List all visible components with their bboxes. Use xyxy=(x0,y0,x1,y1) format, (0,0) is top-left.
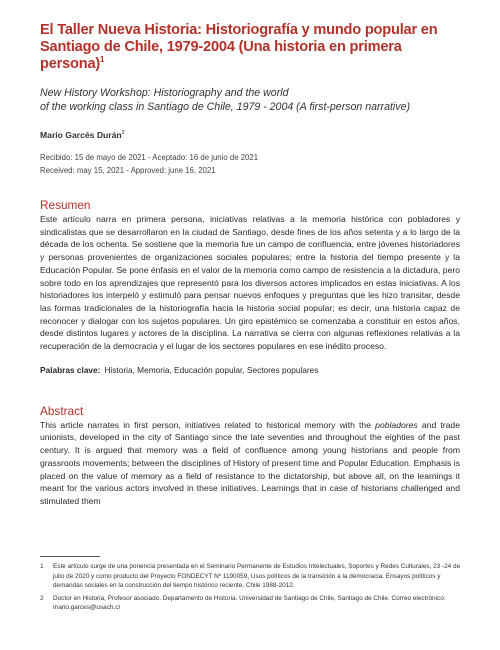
keywords-label: Palabras clave: xyxy=(40,364,101,375)
abstract-text-part-1: This article narrates in first person, initiatives related to historical memory with the xyxy=(40,419,376,430)
abstract-text xyxy=(40,419,460,508)
resumen-heading: Resumen xyxy=(40,198,91,212)
article-page xyxy=(40,22,460,508)
footnote-number: 2 xyxy=(40,594,44,602)
submission-dates xyxy=(40,152,460,177)
title-footnote-marker[interactable]: 1 xyxy=(100,55,105,65)
keywords-list: Historia, Memoria, Educación popular, Sectores populares xyxy=(104,364,319,375)
title-text: El Taller Nueva Historia: Historiografía y mundo popular en Santiago de Chile, 1979-2004 (Una historia en primera persona) xyxy=(40,22,438,72)
author-name xyxy=(40,130,460,140)
footnote-divider xyxy=(40,556,100,557)
author-text: Mario Garcés Durán xyxy=(40,130,122,140)
resumen-text: Este artículo narra en primera persona, iniciativas relativas a la memoria histórica con pobladores y sindicalistas que se desarrollaron en la ciudad de Santiago, desde fines de los años setenta y a lo largo de la década de los ochenta. Se sostiene que la memoria fue un campo de confluencia, entre jóvenes historiadores y personas provenientes de organizaciones sociales populares; entre la historia del tiempo presente y la Educación Popular. Se pone énfasis en el valor de la memoria como campo de resistencia a la dictadura, pero sobre todo en los aprendizajes que representó para los diversos actores implicados en estas iniciativas. A los historiadores los interpeló y estimuló para pensar nuevos enfoques y preguntas que les hizo transitar, desde las formas tradicionales de la historiografía hacia la historia social popular; es decir, una historia capaz de reconocer y dialogar con los sujetos populares. Un giro epistémico se comenzaba a constituir en estos años, desde distintos lugares y actores de la disciplina. La narrativa se cierra con algunas reflexiones relativas a la recuperación de la democracia y el lugar de los sectores populares en ese inédito proceso. xyxy=(40,214,460,352)
english-subtitle xyxy=(40,87,460,114)
footnote-item xyxy=(40,594,465,613)
dates-spanish: Recibido: 15 de mayo de 2021 - Aceptado: 16 de junio de 2021 xyxy=(40,153,259,162)
abstract-italic-term: pobladores xyxy=(375,419,418,430)
abstract-text-part-2: and trade unionists, developed in the city of Santiago since the late seventies and throughout the eighties of the past century. It is argued that memory was a field of confluence among young historians and people from grassroots movements; between the disciplines of History of present time and Popular Education. Emphasis is placed on the value of memory as a field of resistance to the dictatorship, but above all, on the learnings it meant for the various actors involved in these initiatives. Learnings that in case of historians challenged and stimulated them xyxy=(40,419,460,506)
footnote-number: 1 xyxy=(40,563,44,570)
footnote-text: Este artículo surge de una ponencia presentada en el Seminario Permanente de Estudios Intelectuales, Soportes y Redes Culturales, 23 -24 de julio de 2020 y como producto del Proyecto FONDECYT Nº 1190059, Usos políticos de la transición a la democracia. Ensayos políticos y demandas sociales en la construcción del tiempo histórico reciente, Chile 1988-2012. xyxy=(53,563,461,590)
abstract-heading: Abstract xyxy=(40,403,84,418)
footnote-text: Doctor en Historia, Profesor asociado. Departamento de Historia. Universidad de Santiago de Chile, Santiago de Chile. Correo electrónico: mario.garces@usach.cl xyxy=(53,594,446,612)
subtitle-line-2: of the working class in Santiago de Chile, 1979 - 2004 (A first-person narrative) xyxy=(40,100,410,113)
author-footnote-marker[interactable]: 2 xyxy=(121,130,125,137)
dates-english: Received: may 15, 2021 - Approved: june 16, 2021 xyxy=(40,165,216,175)
footnotes xyxy=(40,562,465,616)
article-title xyxy=(40,22,460,73)
keywords xyxy=(40,365,460,375)
footnote-item xyxy=(40,562,465,591)
subtitle-line-1: New History Workshop: Historiography and the world xyxy=(40,87,289,99)
